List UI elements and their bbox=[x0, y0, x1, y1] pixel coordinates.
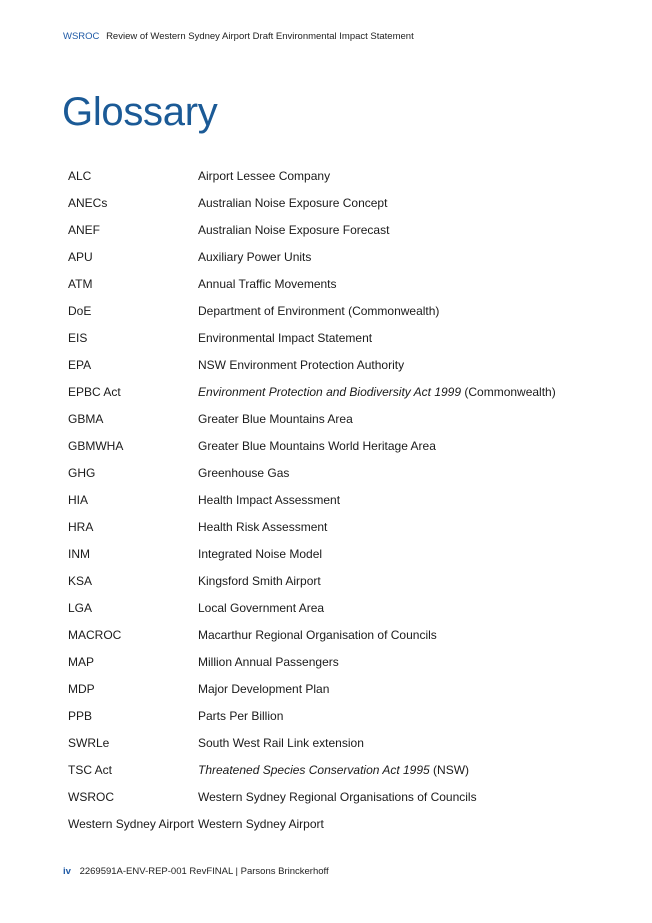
glossary-definition bbox=[198, 729, 608, 756]
glossary-definition bbox=[198, 270, 608, 297]
glossary-term: WSROC bbox=[68, 789, 114, 804]
glossary-definition bbox=[198, 459, 608, 486]
glossary-term: EIS bbox=[68, 330, 88, 345]
glossary-definition bbox=[198, 648, 608, 675]
glossary-term: SWRLe bbox=[68, 735, 110, 750]
glossary-definition bbox=[198, 162, 608, 189]
glossary-row bbox=[68, 459, 608, 486]
glossary-definition-italic: Threatened Species Conservation Act 1995 bbox=[198, 762, 430, 777]
glossary-definition-text: (NSW) bbox=[429, 762, 470, 777]
glossary-definition-italic: Environment Protection and Biodiversity Act 1999 bbox=[198, 384, 462, 399]
glossary-definition-text: Greater Blue Mountains Area bbox=[198, 411, 353, 426]
glossary-term: GHG bbox=[68, 465, 96, 480]
glossary-definition-text: Major Development Plan bbox=[198, 681, 330, 696]
glossary-definition-text: Macarthur Regional Organisation of Councils bbox=[198, 627, 437, 642]
glossary-term: INM bbox=[68, 546, 90, 561]
glossary-definition-text: Health Risk Assessment bbox=[198, 519, 328, 534]
glossary-definition-text: Auxiliary Power Units bbox=[198, 249, 312, 264]
glossary-row bbox=[68, 324, 608, 351]
glossary-row bbox=[68, 810, 608, 837]
glossary-row bbox=[68, 351, 608, 378]
glossary-definition-text: Environmental Impact Statement bbox=[198, 330, 373, 345]
glossary-definition-text: Airport Lessee Company bbox=[198, 168, 331, 183]
glossary-row bbox=[68, 729, 608, 756]
glossary-definition bbox=[198, 324, 608, 351]
glossary-row bbox=[68, 621, 608, 648]
glossary-definition bbox=[198, 702, 608, 729]
glossary-definition bbox=[198, 297, 608, 324]
glossary-row bbox=[68, 216, 608, 243]
glossary-definition bbox=[198, 216, 608, 243]
glossary-definition bbox=[198, 567, 608, 594]
glossary-term: Western Sydney Airport bbox=[68, 816, 194, 831]
glossary-definition bbox=[198, 540, 608, 567]
glossary-row bbox=[68, 567, 608, 594]
glossary-term: TSC Act bbox=[68, 762, 113, 777]
glossary-definition-text: Department of Environment (Commonwealth) bbox=[198, 303, 440, 318]
glossary-term: ANECs bbox=[68, 195, 108, 210]
glossary-term: MAP bbox=[68, 654, 95, 669]
header-org: WSROC bbox=[63, 31, 100, 42]
glossary-term: HIA bbox=[68, 492, 89, 507]
glossary-row bbox=[68, 675, 608, 702]
glossary-row bbox=[68, 162, 608, 189]
glossary-row bbox=[68, 189, 608, 216]
glossary-definition-text: Health Impact Assessment bbox=[198, 492, 341, 507]
glossary-term: LGA bbox=[68, 600, 93, 615]
glossary-term: EPBC Act bbox=[68, 384, 121, 399]
glossary-row bbox=[68, 513, 608, 540]
glossary-row bbox=[68, 756, 608, 783]
glossary-term: KSA bbox=[68, 573, 93, 588]
glossary-definition bbox=[198, 405, 608, 432]
glossary-definition bbox=[198, 783, 608, 810]
glossary-term: APU bbox=[68, 249, 93, 264]
glossary-row bbox=[68, 783, 608, 810]
glossary-definition-text: NSW Environment Protection Authority bbox=[198, 357, 405, 372]
glossary-definition-text: Parts Per Billion bbox=[198, 708, 284, 723]
glossary-definition-text: Kingsford Smith Airport bbox=[198, 573, 321, 588]
glossary-term: MACROC bbox=[68, 627, 122, 642]
glossary-definition-text: South West Rail Link extension bbox=[198, 735, 364, 750]
glossary-row bbox=[68, 540, 608, 567]
glossary-definition bbox=[198, 594, 608, 621]
glossary-definition-text: Australian Noise Exposure Forecast bbox=[198, 222, 390, 237]
glossary-row bbox=[68, 405, 608, 432]
glossary-definition bbox=[198, 513, 608, 540]
glossary-definition bbox=[198, 675, 608, 702]
page-title: Glossary bbox=[62, 90, 218, 134]
glossary-definition bbox=[198, 810, 608, 837]
glossary-definition bbox=[198, 486, 608, 513]
glossary-term: GBMA bbox=[68, 411, 104, 426]
glossary-definition bbox=[198, 621, 608, 648]
footer-text: 2269591A-ENV-REP-001 RevFINAL | Parsons Brinckerhoff bbox=[79, 866, 329, 877]
glossary-row bbox=[68, 432, 608, 459]
glossary-term: PPB bbox=[68, 708, 93, 723]
glossary-definition bbox=[198, 432, 608, 459]
glossary-definition-text: Western Sydney Airport bbox=[198, 816, 324, 831]
glossary-row bbox=[68, 486, 608, 513]
glossary-definition bbox=[198, 189, 608, 216]
glossary-row bbox=[68, 702, 608, 729]
glossary-row bbox=[68, 594, 608, 621]
glossary-term: ATM bbox=[68, 276, 93, 291]
glossary-definition bbox=[198, 351, 608, 378]
page-number: iv bbox=[63, 866, 71, 877]
glossary-definition-text: Greenhouse Gas bbox=[198, 465, 290, 480]
glossary-term: DoE bbox=[68, 303, 92, 318]
glossary-definition-text: Integrated Noise Model bbox=[198, 546, 323, 561]
running-header bbox=[63, 31, 414, 42]
glossary-term: MDP bbox=[68, 681, 95, 696]
glossary-row bbox=[68, 378, 608, 405]
glossary-definition-text: Greater Blue Mountains World Heritage Area bbox=[198, 438, 436, 453]
glossary-definition-text: Australian Noise Exposure Concept bbox=[198, 195, 388, 210]
glossary-definition-text: Annual Traffic Movements bbox=[198, 276, 337, 291]
running-footer bbox=[63, 866, 329, 877]
glossary-term: ANEF bbox=[68, 222, 101, 237]
glossary-definition-text: Local Government Area bbox=[198, 600, 325, 615]
glossary-term: HRA bbox=[68, 519, 94, 534]
glossary-term: EPA bbox=[68, 357, 92, 372]
glossary-term: ALC bbox=[68, 168, 92, 183]
glossary-term: GBMWHA bbox=[68, 438, 124, 453]
header-title: Review of Western Sydney Airport Draft Environmental Impact Statement bbox=[106, 31, 414, 42]
glossary-row bbox=[68, 243, 608, 270]
glossary-row bbox=[68, 297, 608, 324]
glossary-table bbox=[68, 162, 608, 837]
glossary-definition bbox=[198, 243, 608, 270]
glossary-definition-text: Western Sydney Regional Organisations of Councils bbox=[198, 789, 477, 804]
glossary-definition bbox=[198, 378, 608, 405]
glossary-row bbox=[68, 648, 608, 675]
glossary-definition bbox=[198, 756, 608, 783]
glossary-row bbox=[68, 270, 608, 297]
glossary-definition-text: Million Annual Passengers bbox=[198, 654, 339, 669]
glossary-definition-text: (Commonwealth) bbox=[461, 384, 556, 399]
glossary-body bbox=[68, 162, 608, 837]
